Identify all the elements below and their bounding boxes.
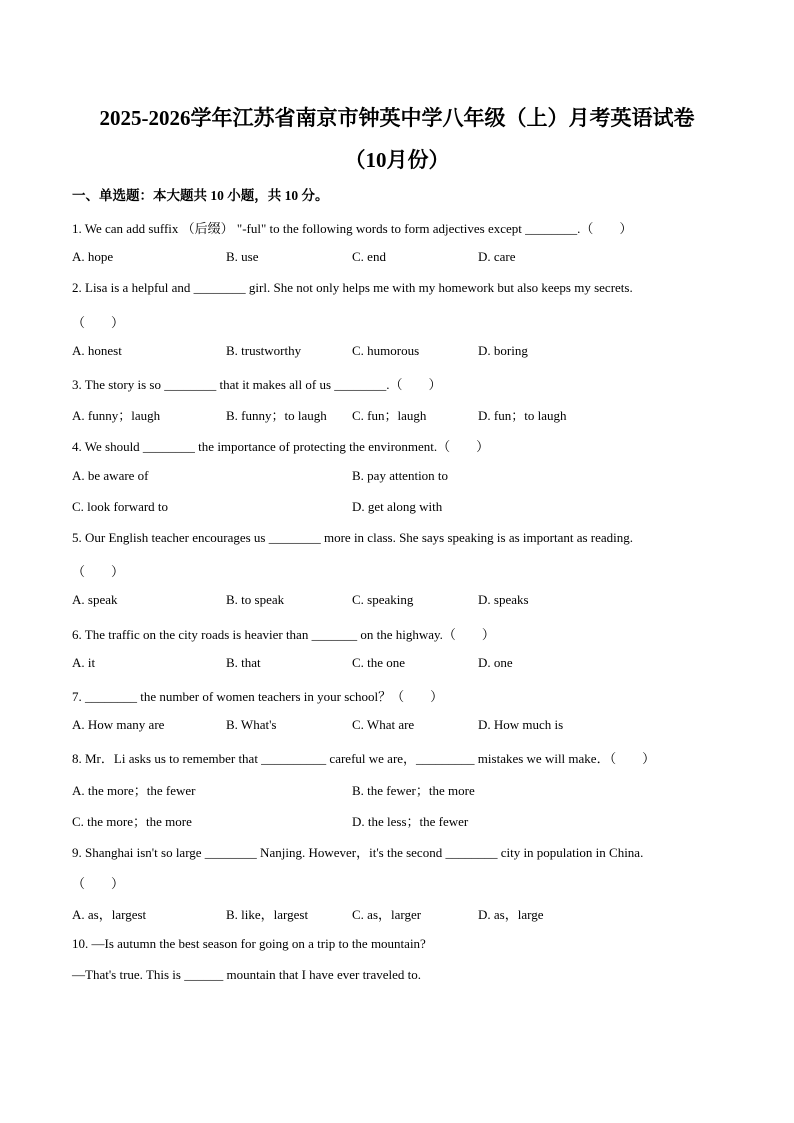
question-5-option-a: A. speak [72,592,118,607]
question-6-stem: 6. The traffic on the city roads is heavier than _______ on the highway.（ ） [72,627,495,642]
question-7-option-b: B. What's [226,717,277,732]
question-4-option-d: D. get along with [352,499,443,514]
question-5-option-d: D. speaks [478,592,529,607]
question-8-option-a: A. the more；the fewer [72,783,196,798]
question-2-answer-bracket: （ ） [72,315,125,330]
question-4-option-b: B. pay attention to [352,468,449,483]
page-subtitle: （10月份） [344,148,450,172]
question-10-stem: 10. —Is autumn the best season for going on a trip to the mountain? [72,936,426,951]
question-2-option-a: A. honest [72,343,122,358]
question-9-option-d: D. as，large [478,907,544,922]
question-2-option-b: B. trustworthy [226,343,302,358]
question-9-stem: 9. Shanghai isn't so large ________ Nanjing. However，it's the second ________ city in population in China. [72,845,644,860]
question-1-stem: 1. We can add suffix （后缀） "-ful" to the following words to form adjectives except ________.（ ） [72,221,633,236]
question-6-option-d: D. one [478,655,513,670]
question-1-option-d: D. care [478,249,516,264]
question-4-stem: 4. We should ________ the importance of protecting the environment.（ ） [72,439,490,454]
question-2-stem: 2. Lisa is a helpful and ________ girl. She not only helps me with my homework but also keeps my secrets. [72,280,633,295]
page-title: 2025-2026学年江苏省南京市钟英中学八年级（上）月考英语试卷 [99,106,695,130]
question-2-option-c: C. humorous [352,343,420,358]
question-7-stem: 7. ________ the number of women teachers in your school？（ ） [72,689,444,704]
question-3-option-c: C. fun；laugh [352,408,427,423]
question-5-option-b: B. to speak [226,592,285,607]
question-7-option-a: A. How many are [72,717,165,732]
question-4-option-a: A. be aware of [72,468,149,483]
question-9-option-a: A. as，largest [72,907,147,922]
question-5-answer-bracket: （ ） [72,564,125,579]
question-5-option-c: C. speaking [352,592,414,607]
question-4-option-c: C. look forward to [72,499,169,514]
question-6-option-b: B. that [226,655,261,670]
question-6-option-a: A. it [72,655,96,670]
question-1-option-a: A. hope [72,249,114,264]
question-2-option-d: D. boring [478,343,528,358]
question-8-stem: 8. Mr．Li asks us to remember that __________ careful we are，_________ mistakes we will make．（ ） [72,751,656,766]
question-8-option-c: C. the more；the more [72,814,192,829]
question-6-option-c: C. the one [352,655,406,670]
question-9-option-b: B. like，largest [226,907,309,922]
question-9-option-c: C. as，larger [352,907,422,922]
question-8-option-d: D. the less；the fewer [352,814,469,829]
question-1-option-b: B. use [226,249,259,264]
question-3-option-a: A. funny；laugh [72,408,161,423]
question-9-answer-bracket: （ ） [72,876,125,891]
question-7-option-d: D. How much is [478,717,564,732]
question-5-stem: 5. Our English teacher encourages us ________ more in class. She says speaking is as important as reading. [72,530,634,545]
section-heading: 一、单选题：本大题共 10 小题，共 10 分。 [72,188,329,203]
question-7-option-c: C. What are [352,717,415,732]
question-8-option-b: B. the fewer；the more [352,783,475,798]
question-1-option-c: C. end [352,249,386,264]
question-10-dialogue-line: —That's true. This is ______ mountain that I have ever traveled to. [72,967,422,982]
question-3-option-d: D. fun；to laugh [478,408,567,423]
question-3-option-b: B. funny；to laugh [226,408,327,423]
question-3-stem: 3. The story is so ________ that it makes all of us ________.（ ） [72,377,442,392]
